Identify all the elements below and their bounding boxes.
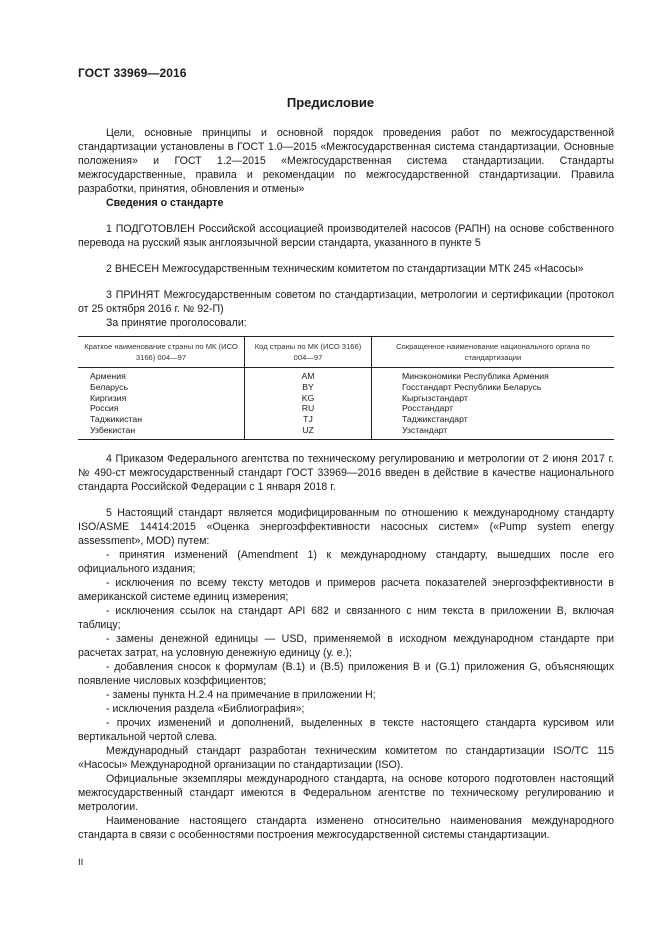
item-5-modification: 5 Настоящий стандарт является модифицированным по отношению к международному стандарту ISO/ASME 14414:2015 «Оценка энергоэффективности насосных систем» («Pump system energy assessment», MOD) путем: <box>78 506 614 547</box>
change-list-item: - прочих изменений и дополнений, выделенных в тексте настоящего стандарта курсивом или вертикальной чертой слева. <box>78 716 614 743</box>
copies-paragraph: Официальные экземпляры международного стандарта, на основе которого подготовлен настоящий межгосударственный стандарт имеются в Федеральном агентстве по техническому регулированию и метрологии. <box>78 772 614 813</box>
country-code: AM <box>245 368 372 382</box>
change-list-item: - исключения раздела «Библиография»; <box>106 702 305 715</box>
national-body: Минэкономики Республика Армения <box>372 368 615 382</box>
table-row <box>78 393 614 404</box>
change-list-item: - добавления сносок к формулам (В.1) и (В.5) приложения В и (G.1) приложения G, объясняющих появление числовых коэффициентов; <box>78 660 614 687</box>
table-row <box>78 368 614 382</box>
name-change-paragraph: Наименование настоящего стандарта изменено относительно наименования международного стандарта в связи с особенностями построения межгосударственной системы стандартизации. <box>78 814 614 841</box>
page-number: II <box>78 857 84 868</box>
national-body: Росстандарт <box>372 403 615 414</box>
country-code: BY <box>245 382 372 393</box>
country-name: Россия <box>90 403 119 414</box>
table-row <box>78 382 614 393</box>
header-country-name: Краткое наименование страны по МК (ИСО 3166) 004—97 <box>78 337 245 368</box>
national-body: Узстандарт <box>372 425 615 439</box>
info-heading: Сведения о стандарте <box>106 197 224 209</box>
country-name: Киргизия <box>90 392 127 403</box>
country-code: TJ <box>245 414 372 425</box>
country-name: Узбекистан <box>78 425 245 439</box>
table-header-row <box>78 337 614 368</box>
section-title: Предисловие <box>286 95 375 110</box>
intro-paragraph: Цели, основные принципы и основной порядок проведения работ по межгосударственной стандартизации установлены в ГОСТ 1.0—2015 «Межгосударственная система стандартизации. Основные положения» и ГОСТ 1.2—2015 «Межгосударственная система стандартизации. Стандарты межгосударственные, правила и рекомендации по межгосударственной стандартизации. Правила разработки, принятия, обновления и отмены» <box>78 127 614 195</box>
change-list-item: - исключения ссылок на стандарт API 682 и связанного с ним текста в приложении В, включая таблицу; <box>78 604 614 631</box>
table-row <box>78 403 614 414</box>
change-list-item: - замены пункта Н.2.4 на примечание в приложении Н; <box>106 688 376 701</box>
change-list-item: - принятия изменений (Amendment 1) к международному стандарту, вышедших после его официального издания; <box>78 548 614 575</box>
table-row <box>78 414 614 425</box>
item-1-prepared: 1 ПОДГОТОВЛЕН Российской ассоциацией производителей насосов (РАПН) на основе собственного перевода на русский язык англоязычной версии стандарта, указанного в пункте 5 <box>78 223 614 249</box>
change-list-item: - замены денежной единицы — USD, применяемой в исходном международном стандарте при расчетах затрат, на условную денежную единицу (у. е.); <box>78 632 614 659</box>
votes-title: За принятие проголосовали: <box>106 317 247 329</box>
country-code: UZ <box>245 425 372 439</box>
country-name: Беларусь <box>90 381 128 392</box>
item-3-adopted: 3 ПРИНЯТ Межгосударственным советом по стандартизации, метрологии и сертификации (протокол от 25 октября 2016 г. № 92-П) <box>78 289 614 315</box>
change-list-item: - исключения по всему тексту методов и примеров расчета показателей энергоэффективности в американской системе единиц измерения; <box>78 576 614 603</box>
national-body: Госстандарт Республики Беларусь <box>372 382 615 393</box>
country-code: KG <box>245 393 372 404</box>
national-body: Кыргызстандарт <box>372 393 615 404</box>
developer-paragraph: Международный стандарт разработан техническим комитетом по стандартизации ISO/TC 115 «Насосы» Международной организации по стандартизации (ISO). <box>78 744 614 771</box>
page-content <box>78 126 614 842</box>
header-national-body: Сокращенное наименование национального органа по стандартизации <box>372 337 615 368</box>
header-country-code: Код страны по МК (ИСО 3166) 004—97 <box>245 337 372 368</box>
item-4-order: 4 Приказом Федерального агентства по техническому регулированию и метрологии от 2 июня 2017 г. № 490-ст межгосударственный стандарт ГОСТ 33969—2016 введен в действие в качестве национального стандарта Российской Федерации с 1 января 2018 г. <box>78 452 614 493</box>
document-code: ГОСТ 33969—2016 <box>78 66 187 80</box>
table-row <box>78 425 614 439</box>
national-body: Таджикстандарт <box>372 414 615 425</box>
country-name: Таджикистан <box>90 414 142 425</box>
country-code: RU <box>245 403 372 414</box>
country-name: Армения <box>90 371 126 381</box>
item-2-submitted: 2 ВНЕСЕН Межгосударственным техническим комитетом по стандартизации МТК 245 «Насосы» <box>106 263 584 275</box>
voting-countries-table <box>78 336 614 440</box>
